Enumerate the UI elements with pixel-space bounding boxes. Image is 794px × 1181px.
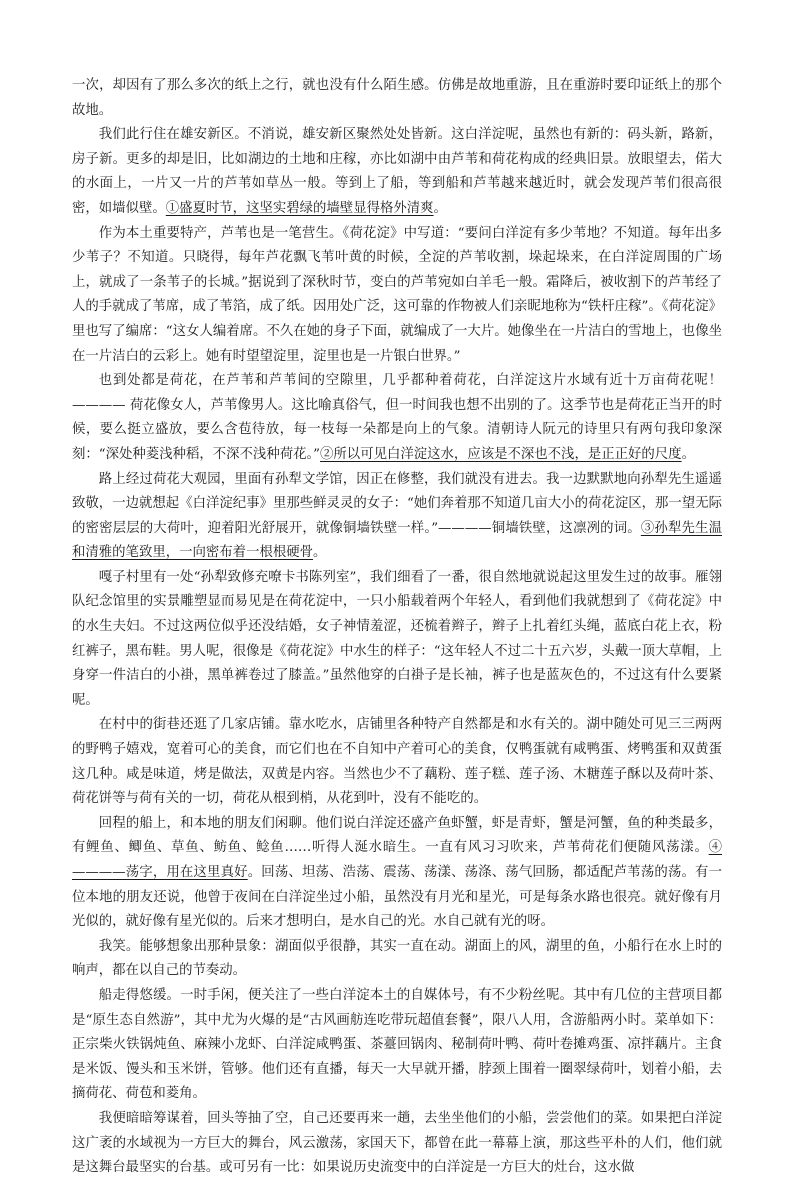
- paragraph: [72, 566, 722, 714]
- paragraph-text: 也到处都是荷花，在芦苇和芦苇间的空隙里，几乎都种着荷花，白洋淀这片水域有近十万亩荷花呢！———— 荷花像女人，芦苇像男人。这比喻真俗气，但一时间我也想不出别的了。这季节也是荷花正当开的时候，要么挺立盛放，要么含苞待放，每一枝每一朵都是向上的气象。清朝诗人阮元的诗里只有两句我印象深刻：“深处种菱浅种稻，不深不浅种荷花。”: [72, 373, 722, 462]
- paragraph: [72, 468, 722, 566]
- paragraph-text: 路上经过荷花大观园，里面有孙犁文学馆，因正在修整，我们就没有进去。我一边默默地向孙犁先生遥遥致敬，一边就想起《白洋淀纪事》里那些鲜灵灵的女子：“她们奔着那不知道几亩大小的荷花淀区，那一望无际的密密层层的大荷叶，迎着阳光舒展开，就像铜墙铁壁一样。”————铜墙铁壁，这凛冽的词。: [72, 471, 722, 536]
- paragraph: [72, 812, 722, 935]
- underlined-sentence: ①盛夏时节，这坚实碧绿的墙壁显得格外清爽: [165, 200, 434, 216]
- paragraph: [72, 369, 722, 467]
- paragraph: [72, 984, 722, 1107]
- paragraph-text: 作为本土重要特产，芦苇也是一笔营生。《荷花淀》中写道：“要问白洋淀有多少苇地？不知道。每年出多少苇子？不知道。只晓得，每年芦花飘飞苇叶黄的时候，全淀的芦苇收割，垛起垛来，在白洋淀周围的广场上，就成了一条苇子的长城。”据说到了深秋时节，变白的芦苇宛如白羊毛一般。霜降后，被收割下的芦苇经了人的手就成了苇席，成了苇箔，成了纸。因用处广泛，这可靠的作物被人们亲昵地称为“铁杆庄稼”。《荷花淀》里也写了编席：“这女人编着席。不久在她的身子下面，就编成了一大片。她像坐在一片洁白的雪地上，也像坐在一片洁白的云彩上。她有时望望淀里，淀里也是一片银白世界。”: [72, 225, 722, 364]
- underlined-sentence: ②所以可见白洋淀这水，应该是不深也不浅，是正正好的尺度: [320, 446, 682, 462]
- paragraph: [72, 1107, 722, 1181]
- paragraph: [72, 74, 722, 123]
- paragraph-text: 。: [681, 446, 695, 462]
- paragraph-text: 。回荡、坦荡、浩荡、震荡、荡漾、荡涤、荡气回肠，都适配芦苇荡的荡。有一位本地的朋友还说，他曾于夜间在白洋淀坐过小船，虽然没有月光和星光，可是每条水路也很亮。就好像有月光似的，就好像有星光似的。后来才想明白，是水自己的光。水自己就有光的呀。: [72, 865, 723, 930]
- paragraph-text: 。: [313, 545, 327, 561]
- document-page: [72, 74, 722, 1181]
- paragraph: [72, 123, 722, 221]
- paragraph-text: 我笑。能够想象出那种景象：湖面似乎很静，其实一直在动。湖面上的风，湖里的鱼，小船行在水上时的响声，都在以自己的节奏动。: [72, 938, 722, 979]
- paragraph-text: 在村中的街巷还逛了几家店铺。靠水吃水，店铺里各种特产自然都是和水有关的。湖中随处可见三三两两的野鸭子嬉戏，宽着可心的美食，而它们也在不自知中产着可心的美食，仅鸭蛋就有咸鸭蛋、烤鸭蛋和双黄蛋这几种。咸是味道，烤是做法，双黄是内容。当然也少不了藕粉、莲子糕、莲子汤、木糖莲子酥以及荷叶茶、荷花饼等与荷有关的一切，荷花从根到梢，从花到叶，没有不能吃的。: [72, 717, 722, 807]
- paragraph-text: 我便暗暗筹谋着，回头等抽了空，自己还要再来一趟，去坐坐他们的小船，尝尝他们的菜。如果把白洋淀这广袤的水域视为一方巨大的舞台，风云激荡，家国天下，都曾在此一幕幕上演，那这些平朴的人们，他们就是这舞台最坚实的台基。或可另有一比：如果说历史流变中的白洋淀是一方巨大的灶台，这水做: [72, 1110, 722, 1176]
- paragraph-text: 。: [433, 200, 447, 216]
- underlined-sentence: ③孙犁先生温和清雅的笔致里，一向密布着一根根硬骨: [72, 520, 722, 561]
- paragraph: [72, 935, 722, 984]
- paragraph-text: 我们此行住在雄安新区。不消说，雄安新区聚然处处皆新。这白洋淀呢，虽然也有新的：码头新，路新，房子新。更多的却是旧，比如湖边的土地和庄稼，亦比如湖中由芦苇和荷花构成的经典旧景。放眼望去，偌大的水面上，一片又一片的芦苇如草丛一般。等到上了船，等到船和芦苇越来越近时，就会发现芦苇们很高很密，如墙似壁。: [72, 127, 722, 216]
- paragraph: [72, 222, 722, 370]
- paragraph-text: 回程的船上，和本地的朋友们闲聊。他们说白洋淀还盛产鱼虾蟹，虾是青虾，蟹是河蟹，鱼的种类最多，有鲤鱼、鲫鱼、草鱼、鲂鱼、鲶鱼……听得人涎水暗生。一直有风习习吹来，芦苇荷花们便随风荡漾。: [72, 815, 722, 856]
- paragraph-text: 船走得悠缓。一时手闲，便关注了一些白洋淀本土的自媒体号，有不少粉丝呢。其中有几位的主营项目都是“原生态自然游”，其中尤为火爆的是“古风画舫连吃带玩超值套餐”，限八人用，含游船两小时。菜单如下：正宗柴火铁锅炖鱼、麻辣小龙虾、白洋淀咸鸭蛋、茶薹回锅肉、秘制荷叶鸭、荷叶卷摊鸡蛋、凉拌藕片。主食是米饭、馒头和玉米饼，管够。他们还有直播，每天一大早就开播，脖颈上围着一圈翠绿荷叶，划着小船，去摘荷花、荷苞和菱角。: [72, 987, 722, 1102]
- underlined-sentence: ④————荡字，用在这里真好: [72, 840, 722, 880]
- paragraph-text: 一次，却因有了那么多次的纸上之行，就也没有什么陌生感。仿佛是故地重游，且在重游时要印证纸上的那个故地。: [72, 78, 722, 118]
- paragraph: [72, 713, 722, 811]
- paragraph-text: 嘎子村里有一处“孙犁致修充嘹卡书陈列室”，我们细看了一番，很自然地就说起这里发生过的故事。雁翎队纪念馆里的实景雕塑显而易见是在荷花淀中，一只小船载着两个年轻人，看到他们我就想到了《荷花淀》中的水生夫妇。不过这两位似乎还没结婚，女子神情羞涩，还梳着辫子，辫子上扎着红头绳，蓝底白花上衣，粉红裤子，黑布鞋。男人呢，很像是《荷花淀》中水生的样子：“这年轻人不过二十五六岁，头戴一顶大草帽，上身穿一件洁白的小褂，黑单裤卷过了膝盖。”虽然他穿的白褂子是长袖，裤子也是蓝灰色的，不过这有什么要紧呢。: [72, 569, 722, 708]
